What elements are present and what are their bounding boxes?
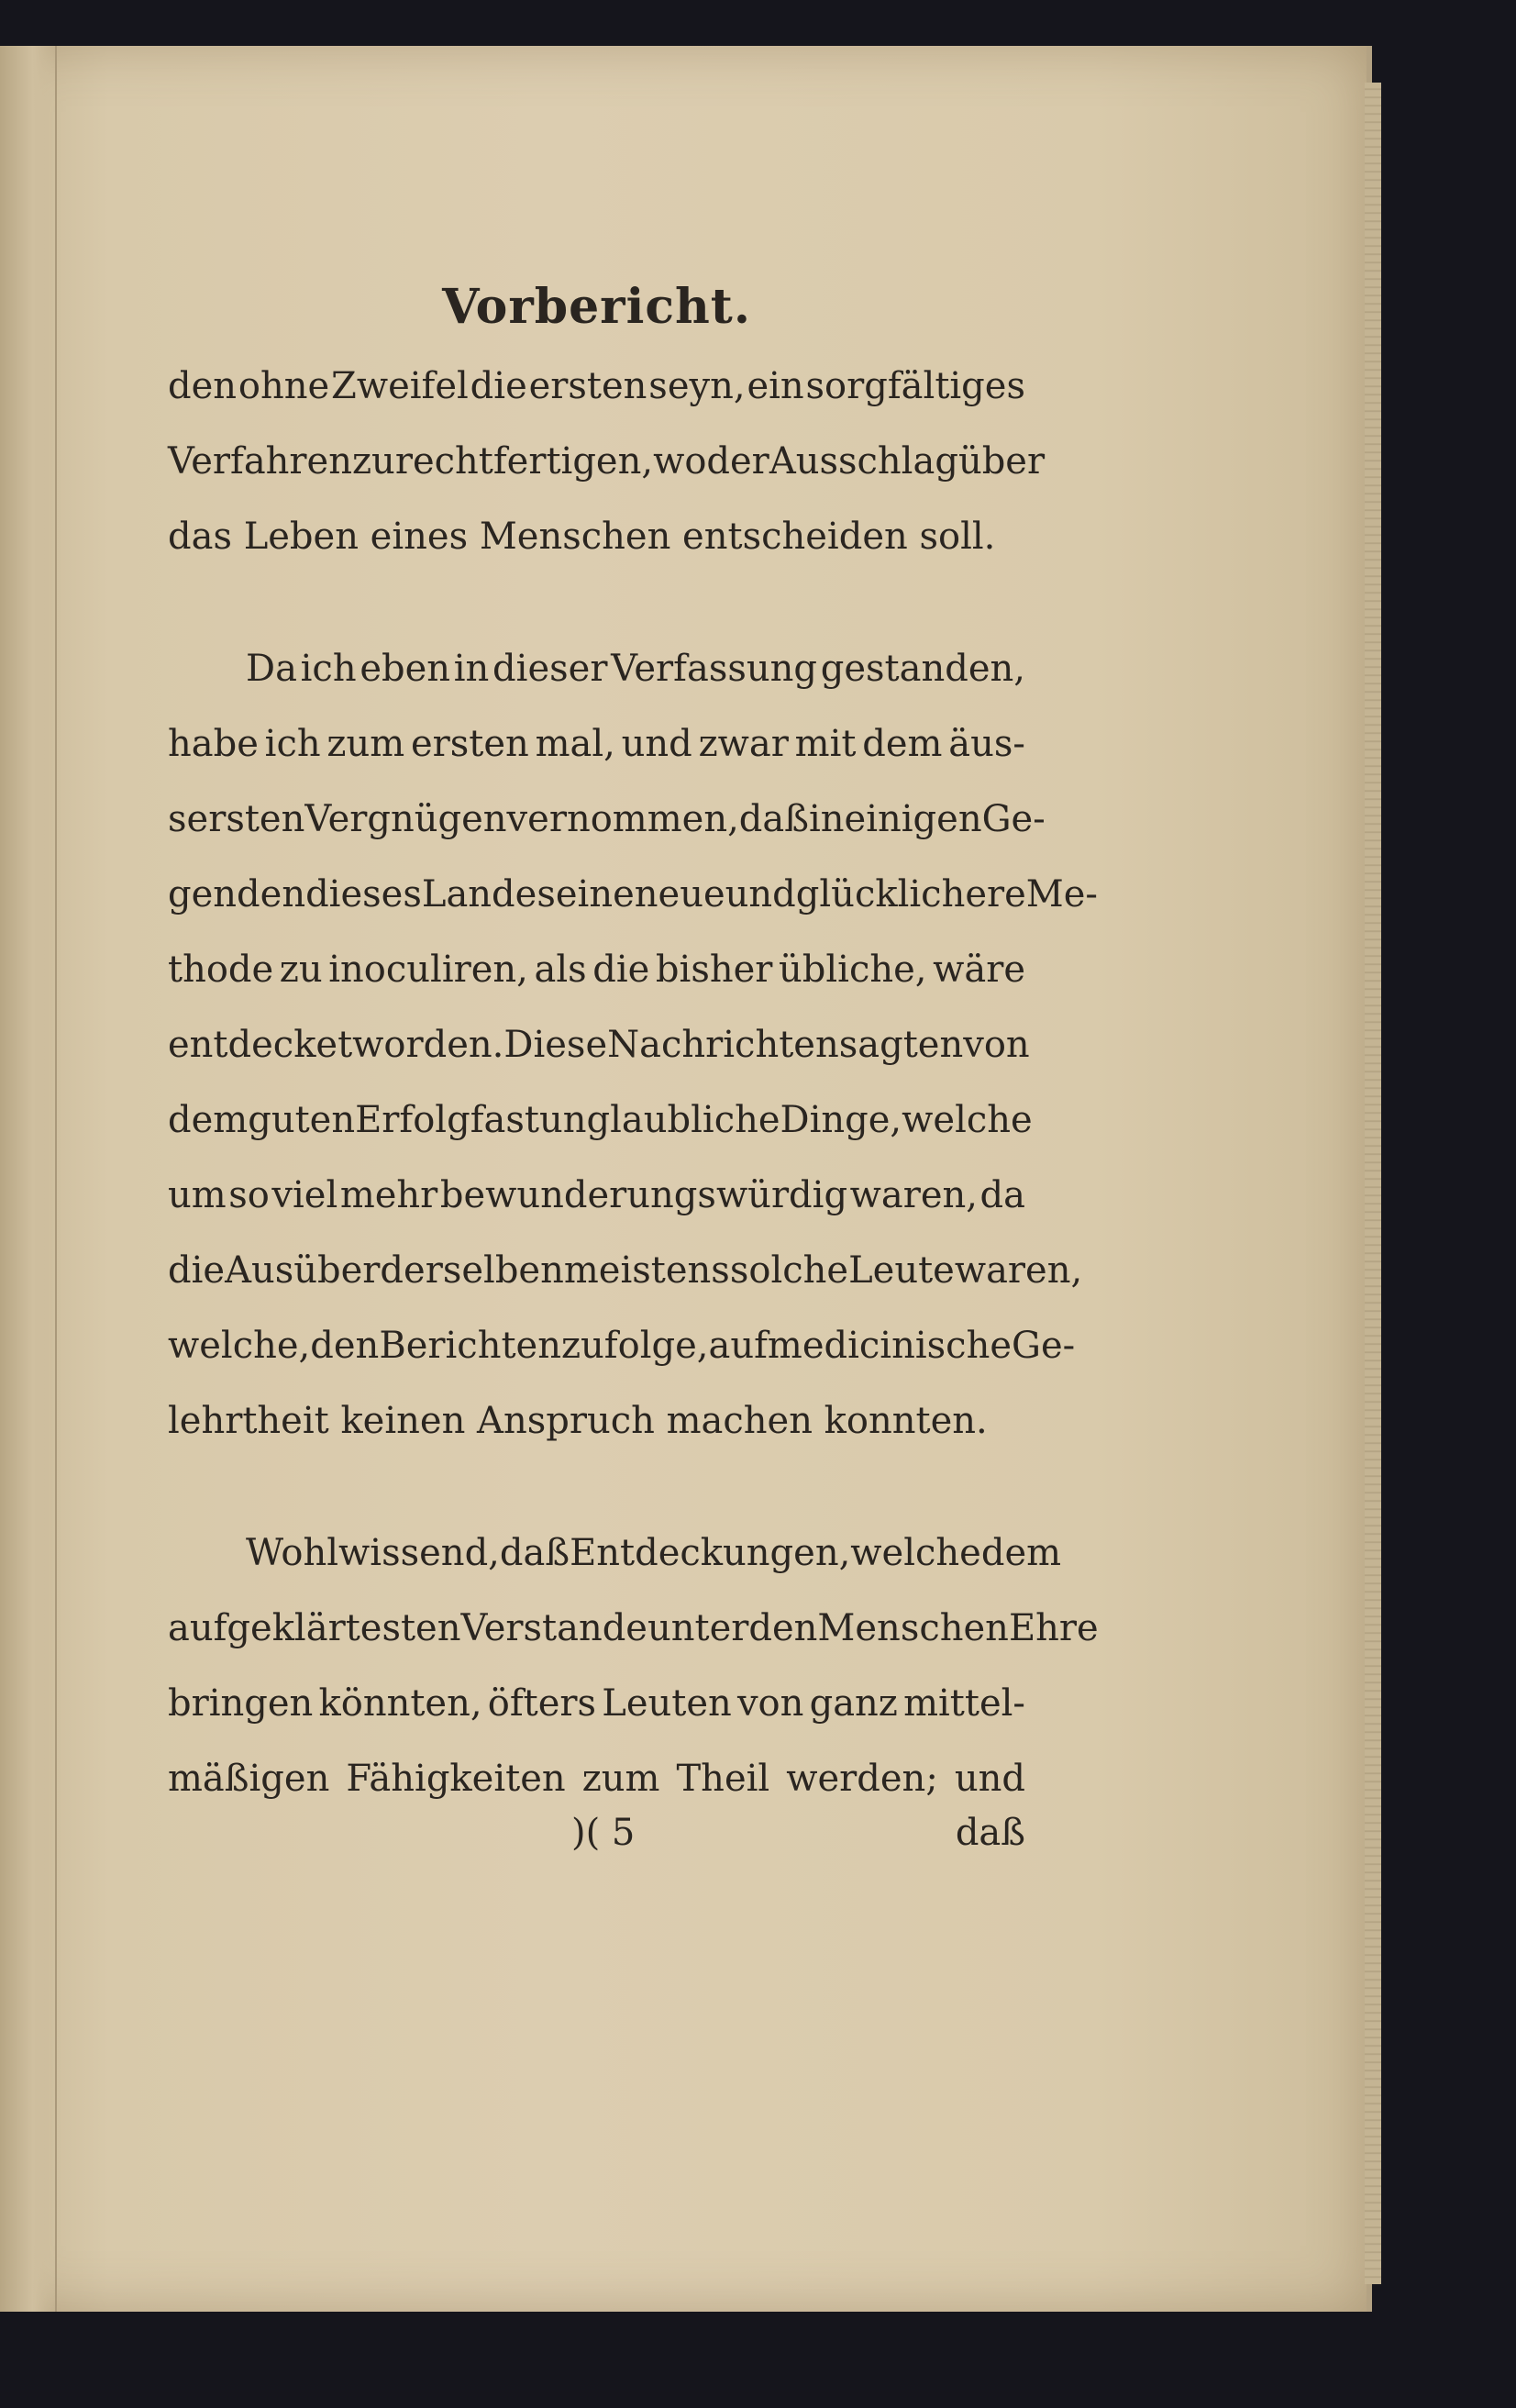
text-line: den ohne Zweifel die ersten seyn, ein sorgfältiges	[168, 365, 1025, 407]
paragraph-3	[168, 1515, 1099, 1816]
page-text	[168, 275, 1099, 1816]
text-line: dem guten Erfolg fast unglaubliche Dinge, welche	[168, 1099, 1033, 1141]
text-line: die Ausüber derselben meistens solche Leute waren,	[168, 1249, 1083, 1292]
page-footer	[168, 1812, 1025, 1876]
paragraph-1	[168, 349, 1046, 574]
page-gutter	[0, 46, 57, 2312]
page-edge	[1365, 83, 1381, 2284]
text-line: Da ich eben in dieser Verfassung gestanden,	[246, 648, 1025, 690]
text-line: thode zu inoculiren, als die bisher übliche, wäre	[168, 949, 1025, 991]
text-line: sersten Vergnügen vernommen, daß in einigen Ge-	[168, 798, 1046, 840]
text-line: welche, den Berichten zufolge, auf medicinische Ge-	[168, 1325, 1076, 1367]
catchword: daß	[955, 1812, 1025, 1854]
text-line: lehrtheit keinen Anspruch machen konnten.	[168, 1400, 988, 1442]
page-title: Vorbericht.	[442, 279, 751, 335]
text-line: bringen könnten, öfters Leuten von ganz mittel-	[168, 1682, 1025, 1725]
text-line: das Leben eines Menschen entscheiden soll.	[168, 516, 996, 558]
text-line: Verfahren zu rechtfertigen, wo der Ausschlag über	[168, 440, 1046, 483]
signature-mark: )( 5	[571, 1812, 636, 1854]
text-line: entdecket worden. Diese Nachrichten sagten von	[168, 1024, 1030, 1066]
text-line: Wohl wissend, daß Entdeckungen, welche dem	[246, 1532, 1062, 1574]
text-line: um so viel mehr bewunderungswürdig waren, da	[168, 1174, 1025, 1216]
text-line: aufgeklärtesten Verstande unter den Menschen Ehre	[168, 1607, 1099, 1649]
text-line: mäßigen Fähigkeiten zum Theil werden; und	[168, 1758, 1025, 1800]
text-line: genden dieses Landes eine neue und glücklichere Me-	[168, 873, 1098, 915]
text-line: habe ich zum ersten mal, und zwar mit dem äus-	[168, 723, 1025, 765]
paragraph-2	[168, 631, 1098, 1459]
